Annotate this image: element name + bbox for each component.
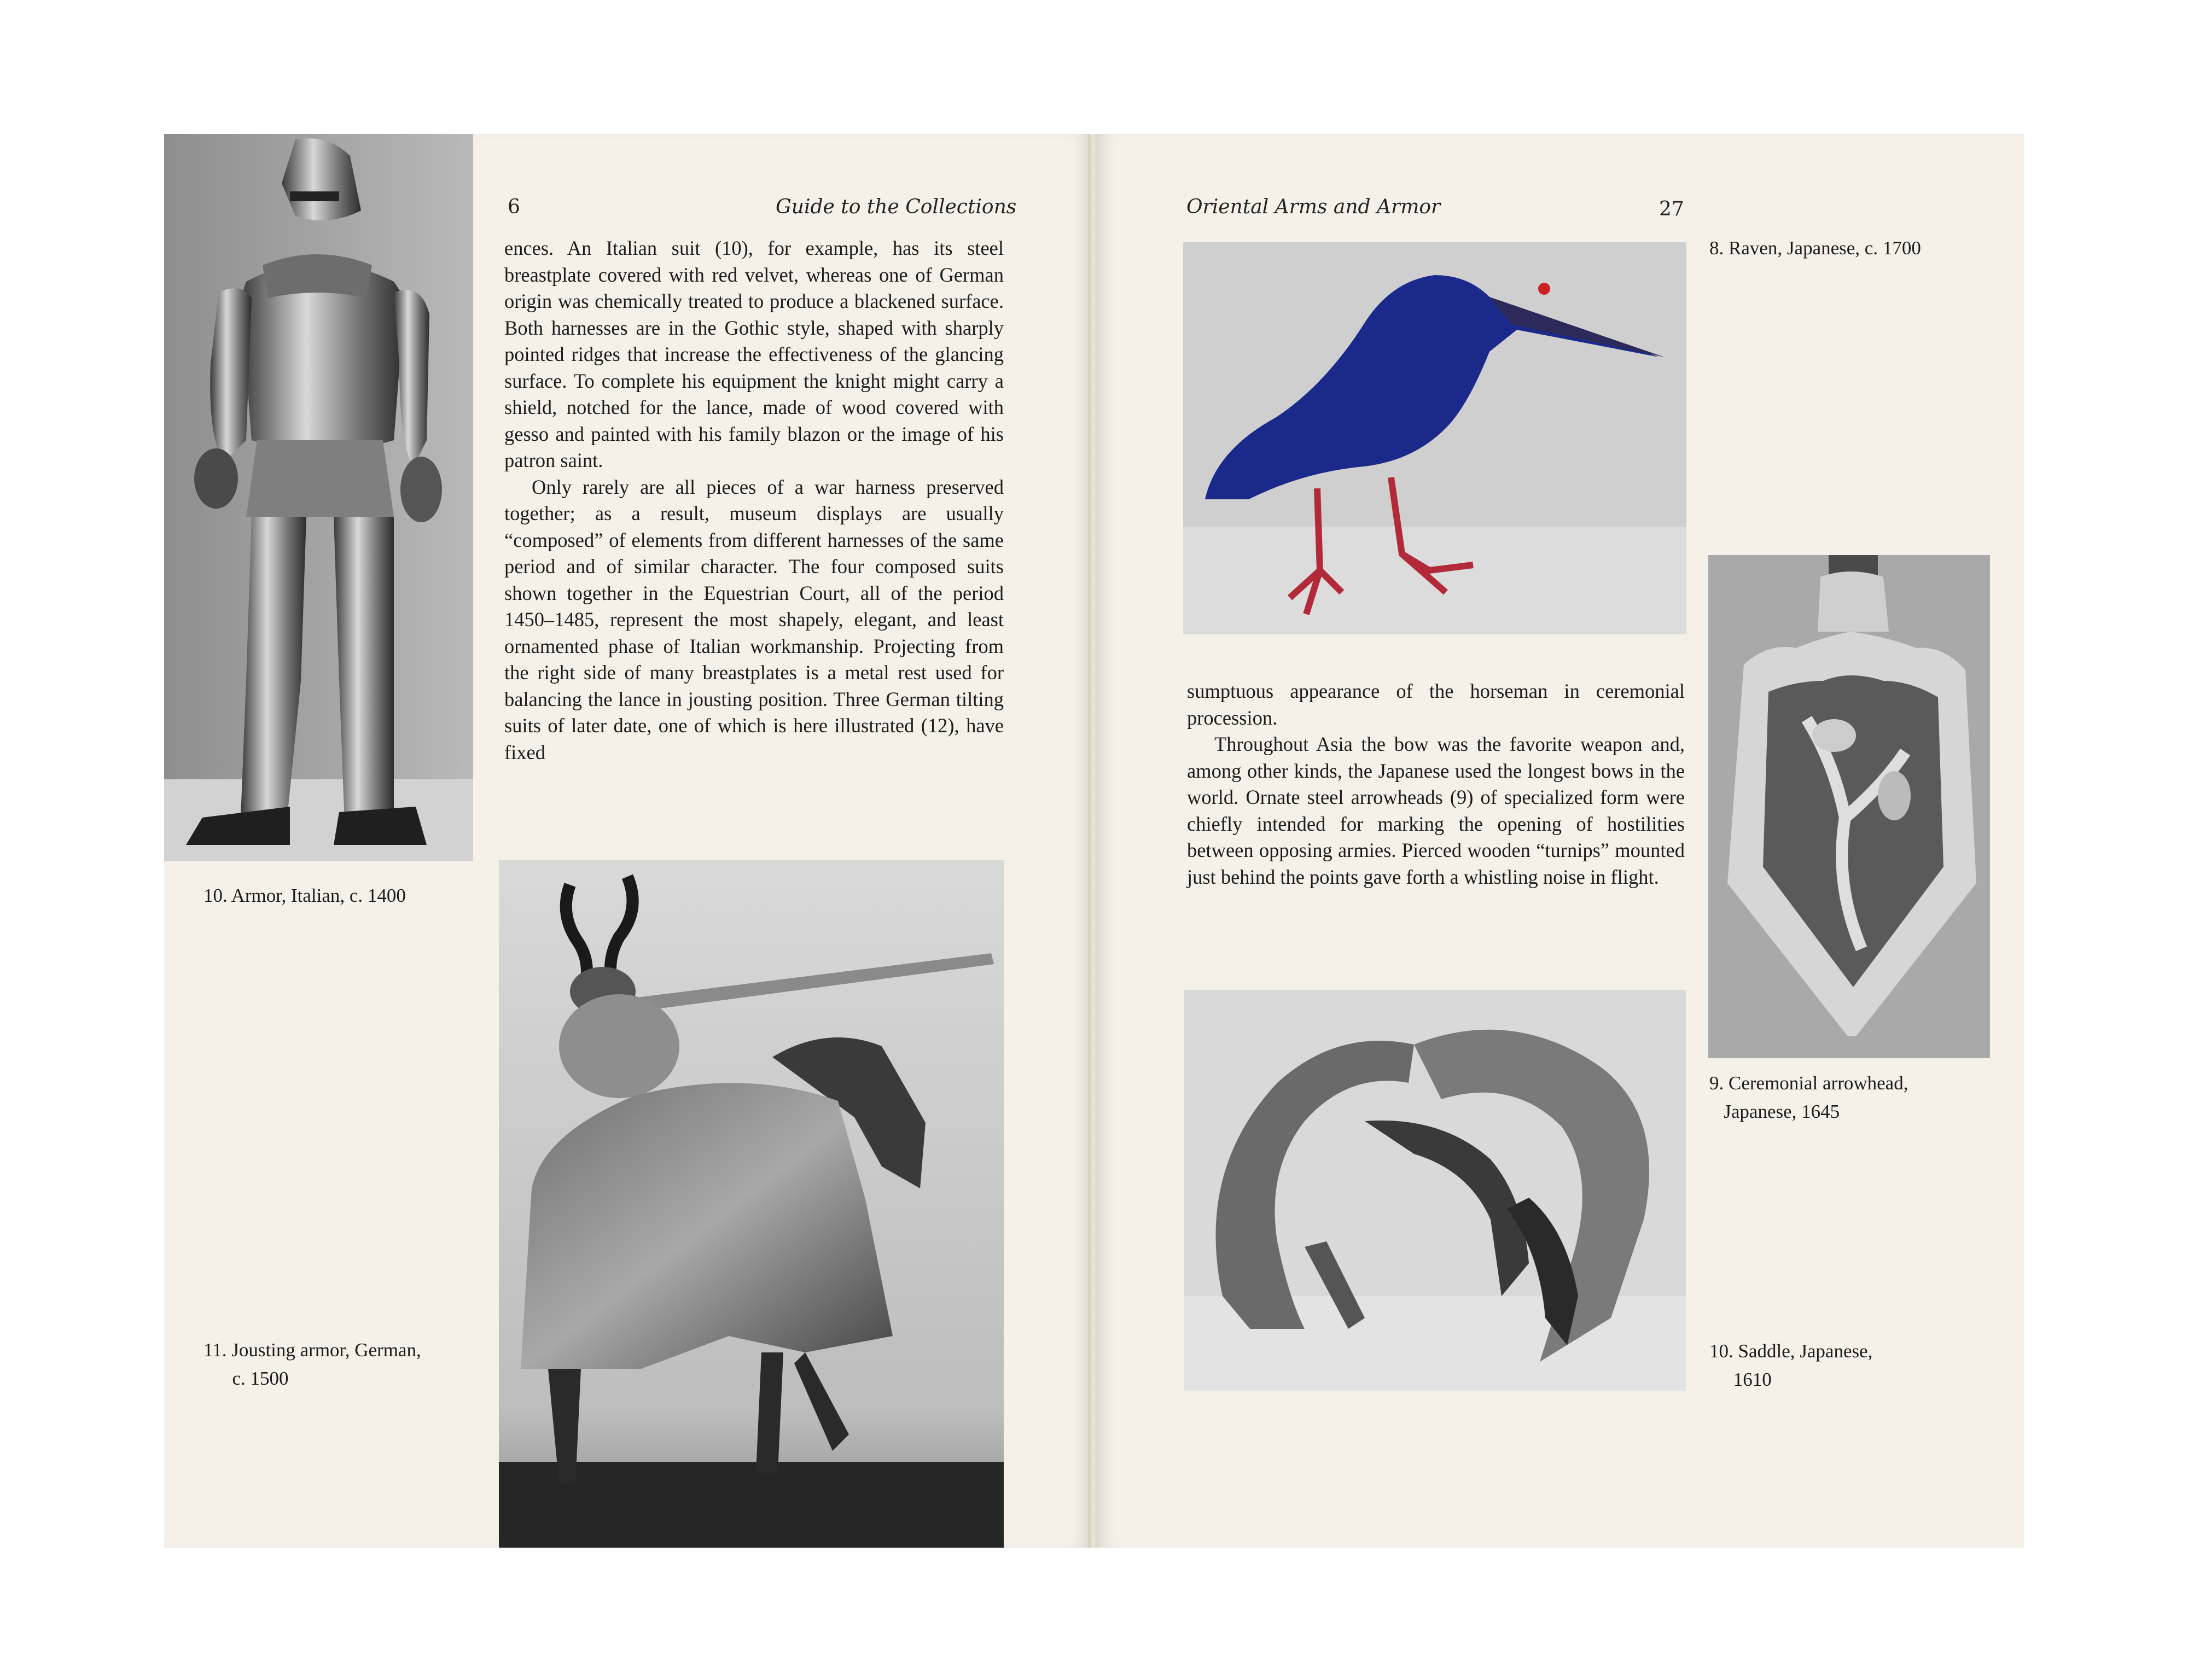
caption-arrowhead: 9. Ceremonial arrowhead, Japanese, 1645 <box>1709 1072 1908 1122</box>
page-number-left: 6 <box>508 196 520 218</box>
photo-saddle <box>1184 990 1686 1391</box>
caption-armor-italian: 10. Armor, Italian, c. 1400 <box>203 885 406 906</box>
photo-raven <box>1183 242 1686 634</box>
right-paragraph-1: sumptuous appearance of the horseman in ceremonial procession. <box>1187 680 1685 729</box>
left-body-text <box>504 235 1004 766</box>
left-paragraph-2: Only rarely are all pieces of a war harness preserved together; as a result, museum displays are usually “composed” of elements from different harnesses of the same period and of similar character. The four composed suits shown together in the Equestrian Court, all of the period 1450–1485, represent the most shapely, elegant, and least ornamented phase of Italian workmanship. Projecting from the right side of many breastplates is a metal rest used for balancing the lance in jousting position. Three German tilting suits of later date, one of which is here illustrated (12), have fixed <box>504 475 1004 763</box>
running-head-left-text: Guide to the Collections <box>776 196 1017 218</box>
photo-jousting-armor <box>499 860 1004 1548</box>
right-body-text <box>1187 678 1685 890</box>
right-paragraph-2: Throughout Asia the bow was the favorite weapon and, among other kinds, the Japanese used the longest bows in the world. Ornate steel arrowheads (9) of specialized form were chiefly intended for marking the opening of hostilities between opposing armies. Pierced wooden “turnips” mounted just behind the points gave forth a whistling noise in flight. <box>1187 733 1685 888</box>
page-number-right: 27 <box>1659 198 1684 220</box>
caption-saddle: 10. Saddle, Japanese, 1610 <box>1709 1340 1873 1390</box>
photo-ceremonial-arrowhead <box>1708 555 1990 1058</box>
running-head-right <box>1186 196 1440 218</box>
caption-raven: 8. Raven, Japanese, c. 1700 <box>1709 237 1921 259</box>
running-head-right-text: Oriental Arms and Armor <box>1186 196 1441 218</box>
photo-italian-armor <box>164 134 473 861</box>
running-head-left <box>776 196 1016 218</box>
caption-jousting-armor: 11. Jousting armor, German, c. 1500 <box>203 1339 421 1389</box>
left-paragraph-1: ences. An Italian suit (10), for example, has its steel breastplate covered with red velvet, whereas one of German origin was chemically treated to produce a blackened surface. Both harnesses are in the Gothic style, shaped with sharply pointed ridges that increase the effectiveness of the glancing surface. To complete his equipment the knight might carry a shield, notched for the lance, made of wood covered with gesso and painted with his family blazon or the image of his patron saint. <box>504 237 1004 471</box>
